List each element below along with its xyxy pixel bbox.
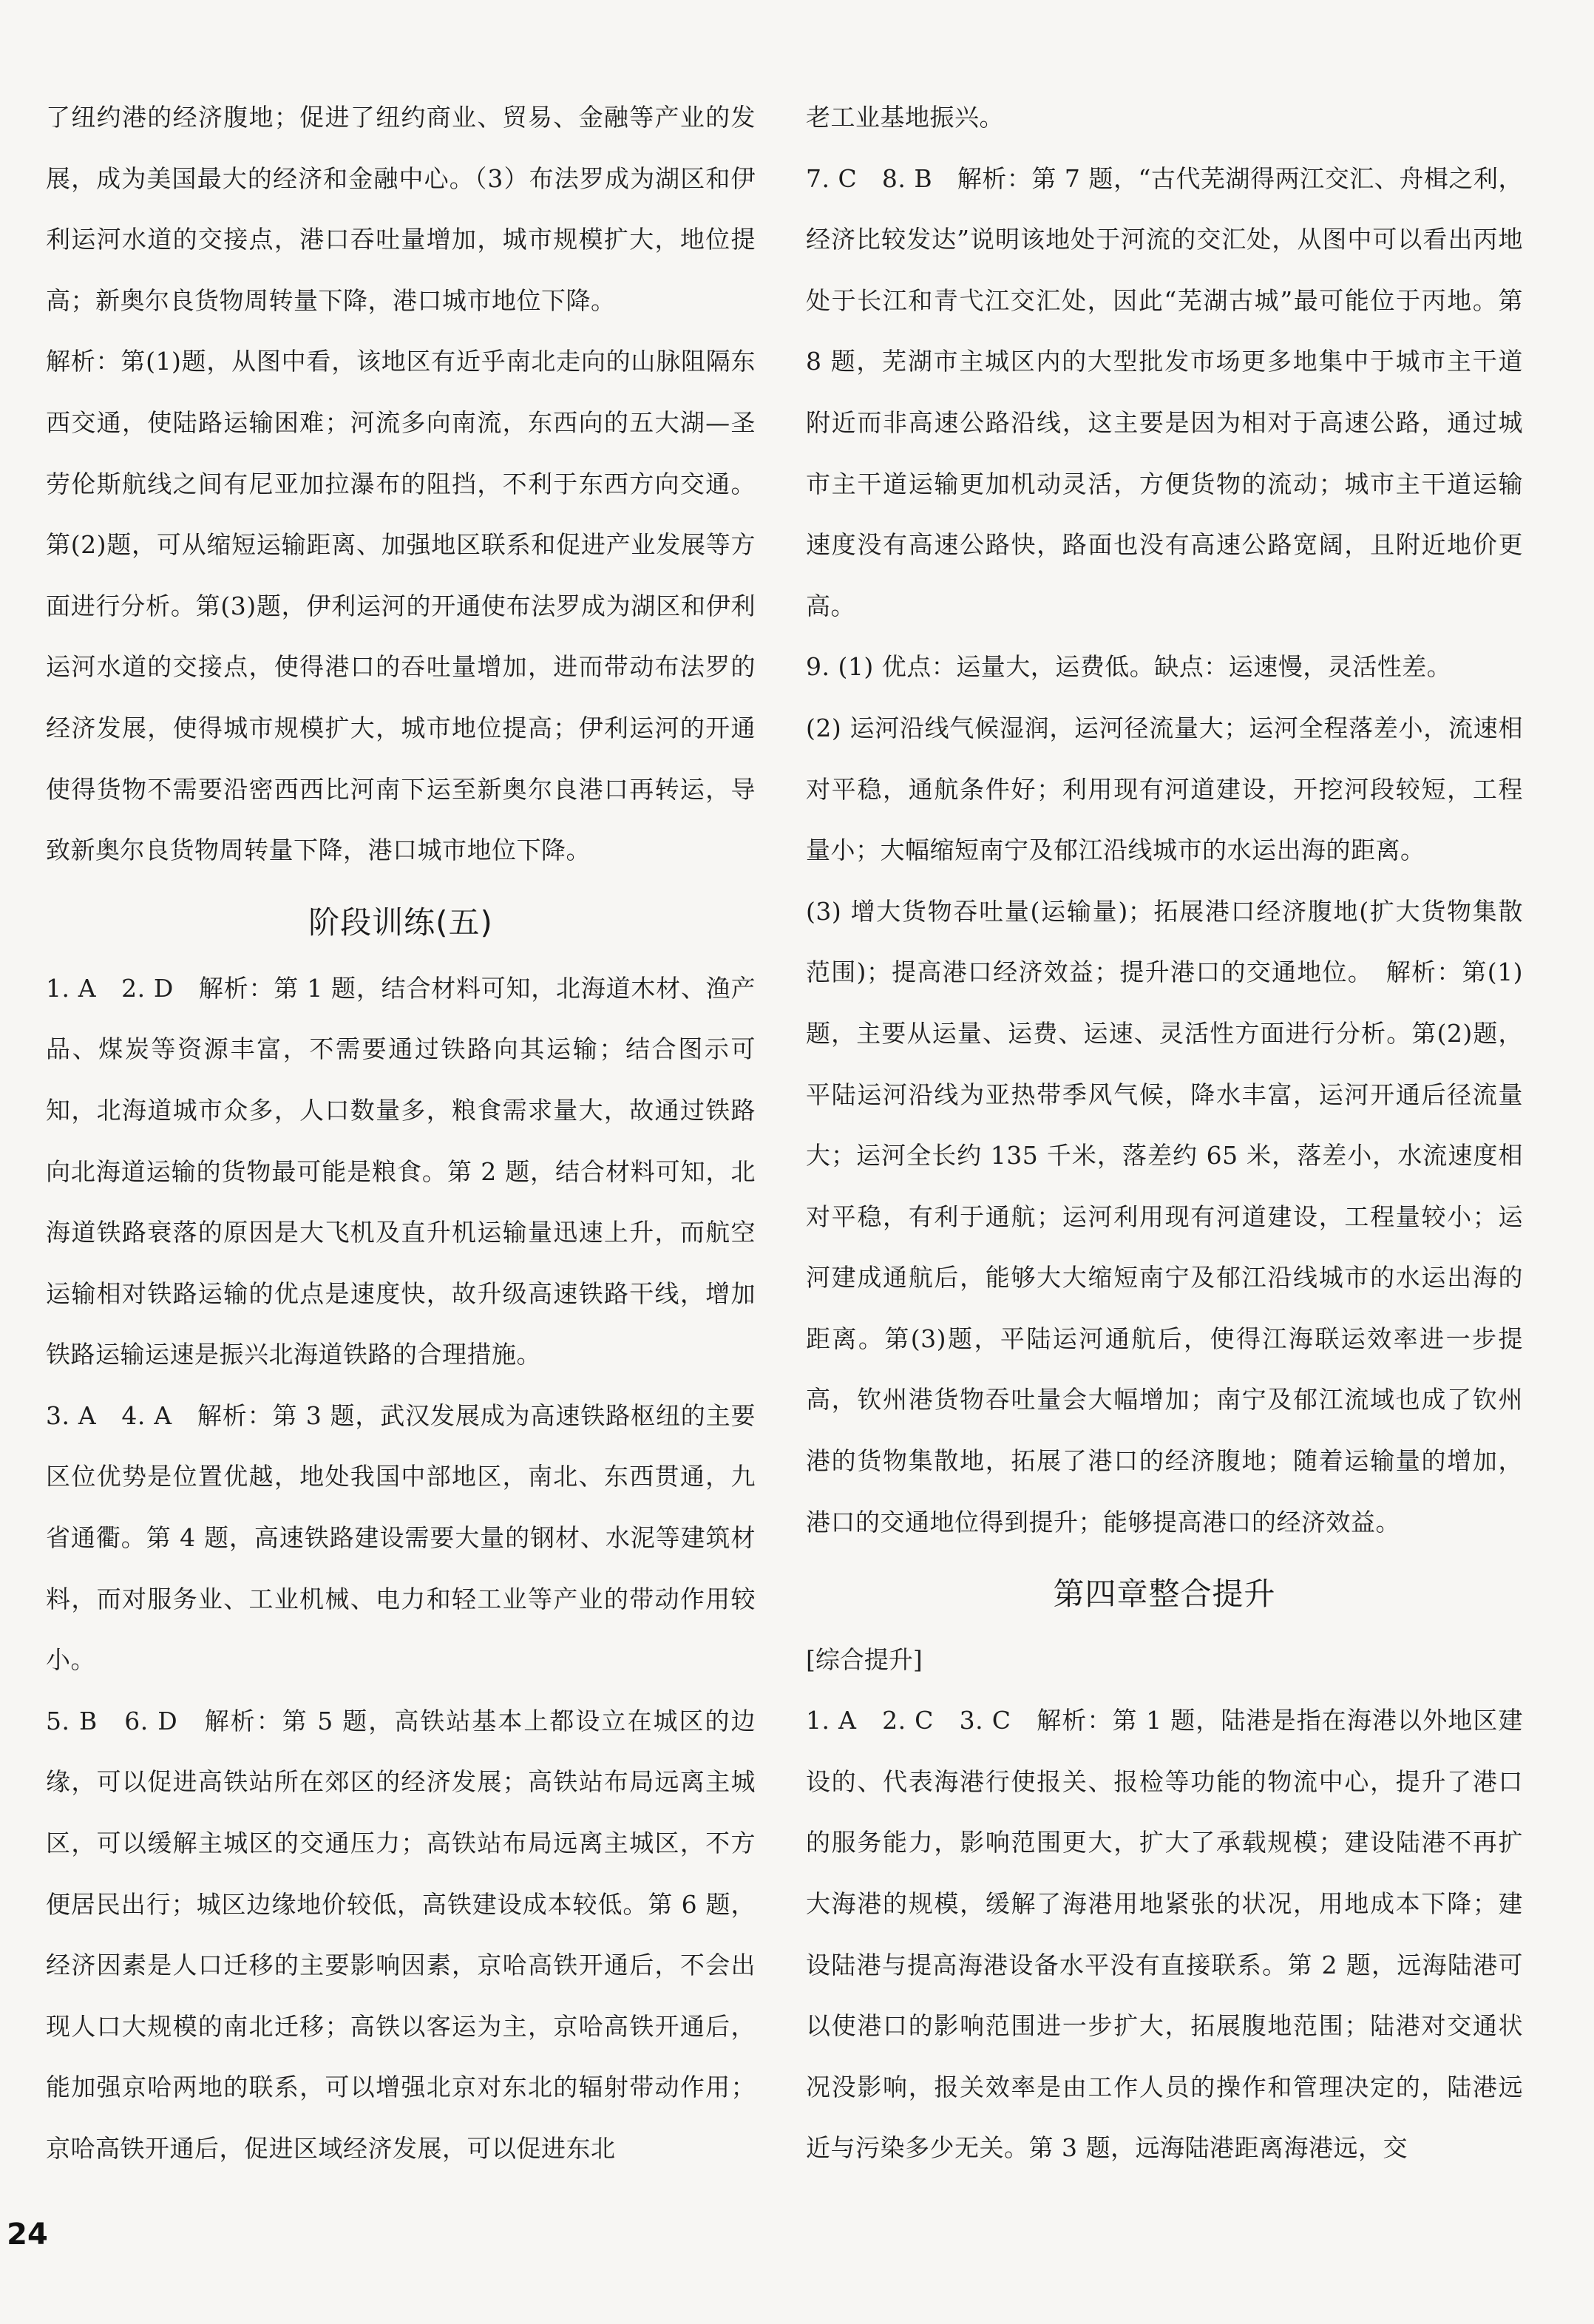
right-column [806, 87, 1523, 2179]
answer-paragraph: (2) 运河沿线气候湿润，运河径流量大；运河全程落差小，流速相对平稳，通航条件好；利用现有河道建设，开挖河段较短，工程量小；大幅缩短南宁及郁江沿线城市的水运出海的距离。 [806, 713, 1523, 865]
page-number: 24 [7, 2218, 48, 2252]
answer-paragraph: 1. A 2. D 解析：第 1 题，结合材料可知，北海道木材、渔产品、煤炭等资源丰富，不需要通过铁路向其运输；结合图示可知，北海道城市众多，人口数量多，粮食需求量大，故通过铁路向北海道运输的货物最可能是粮食。第 2 题，结合材料可知，北海道铁路衰落的原因是大飞机及直升机运输量迅速上升，而航空运输相对铁路运输的优点是速度快，故升级高速铁路干线，增加铁路运输运速是振兴北海道铁路的合理措施。 [46, 973, 756, 1369]
answer-paragraph: 了纽约港的经济腹地；促进了纽约商业、贸易、金融等产业的发展，成为美国最大的经济和金融中心。（3）布法罗成为湖区和伊利运河水道的交接点，港口吞吐量增加，城市规模扩大，地位提高；新奥尔良货物周转量下降，港口城市地位下降。 [46, 103, 756, 315]
section-title-stage-training: 阶段训练(五) [308, 904, 493, 941]
answer-paragraph: 3. A 4. A 解析：第 3 题，武汉发展成为高速铁路枢纽的主要区位优势是位置优越，地处我国中部地区，南北、东西贯通，九省通衢。第 4 题，高速铁路建设需要大量的钢材、水泥等建筑材料，而对服务业、工业机械、电力和轻工业等产业的带动作用较小。 [46, 1400, 756, 1675]
answer-paragraph: (3) 增大货物吞吐量(运输量)；拓展港口经济腹地(扩大货物集散范围)；提高港口经济效益；提升港口的交通地位。 解析：第(1)题，主要从运量、运费、运速、灵活性方面进行分析。第(2)题，平陆运河沿线为亚热带季风气候，降水丰富，运河开通后径流量大；运河全长约 135 千米，落差约 65 米，落差小，水流速度相对平稳，有利于通航；运河利用现有河道建设，工程量较小；运河建成通航后，能够大大缩短南宁及郁江沿线城市的水运出海的距离。第(3)题，平陆运河通航后，使得江海联运效率进一步提高，钦州港货物吞吐量会大幅增加；南宁及郁江流域也成了钦州港的货物集散地，拓展了港口的经济腹地；随着运输量的增加，港口的交通地位得到提升；能够提高港口的经济效益。 [806, 896, 1523, 1537]
answer-paragraph: 7. C 8. B 解析：第 7 题，“古代芜湖得两江交汇、舟楫之利，经济比较发达”说明该地处于河流的交汇处，从图中可以看出丙地处于长江和青弋江交汇处，因此“芜湖古城”最可能位于丙地。第 8 题，芜湖市主城区内的大型批发市场更多地集中于城市主干道附近而非高速公路沿线，这主要是因为相对于高速公路，通过城市主干道运输更加机动灵活，方便货物的流动；城市主干道运输速度没有高速公路快，路面也没有高速公路宽阔，且附近地价更高。 [806, 163, 1523, 620]
answer-paragraph: 9. (1) 优点：运量大，运费低。缺点：运速慢，灵活性差。 [806, 652, 1452, 682]
analysis-paragraph: 解析：第(1)题，从图中看，该地区有近乎南北走向的山脉阻隔东西交通，使陆路运输困难；河流多向南流，东西向的五大湖—圣劳伦斯航线之间有尼亚加拉瀑布的阻挡，不利于东西方向交通。第(2)题，可从缩短运输距离、加强地区联系和促进产业发展等方面进行分析。第(3)题，伊利运河的开通使布法罗成为湖区和伊利运河水道的交接点，使得港口的吞吐量增加，进而带动布法罗的经济发展，使得城市规模扩大，城市地位提高；伊利运河的开通使得货物不需要沿密西西比河南下运至新奥尔良港口再转运，导致新奥尔良货物周转量下降，港口城市地位下降。 [46, 347, 756, 865]
section-title-chapter-review: 第四章整合提升 [1053, 1576, 1276, 1613]
left-column [46, 87, 756, 2180]
subsection-tag: [综合提升] [806, 1645, 923, 1675]
answer-paragraph: 1. A 2. C 3. C 解析：第 1 题，陆港是指在海港以外地区建设的、代表海港行使报关、报检等功能的物流中心，提升了港口的服务能力，影响范围更大，扩大了承载规模；建设陆港不再扩大海港的规模，缓解了海港用地紧张的状况，用地成本下降；建设陆港与提高海港设备水平没有直接联系。第 2 题，远海陆港可以使港口的影响范围进一步扩大，拓展腹地范围；陆港对交通状况没影响，报关效率是由工作人员的操作和管理决定的，陆港远近与污染多少无关。第 3 题，远海陆港距离海港远，交 [806, 1706, 1523, 2163]
answer-paragraph: 老工业基地振兴。 [806, 103, 1004, 132]
answer-paragraph: 5. B 6. D 解析：第 5 题，高铁站基本上都设立在城区的边缘，可以促进高铁站所在郊区的经济发展；高铁站布局远离主城区，可以缓解主城区的交通压力；高铁站布局远离主城区，不方便居民出行；城区边缘地价较低，高铁建设成本较低。第 6 题，经济因素是人口迁移的主要影响因素，京哈高铁开通后，不会出现人口大规模的南北迁移；高铁以客运为主，京哈高铁开通后，能加强京哈两地的联系，可以增强北京对东北的辐射带动作用；京哈高铁开通后，促进区域经济发展，可以促进东北 [46, 1706, 756, 2163]
